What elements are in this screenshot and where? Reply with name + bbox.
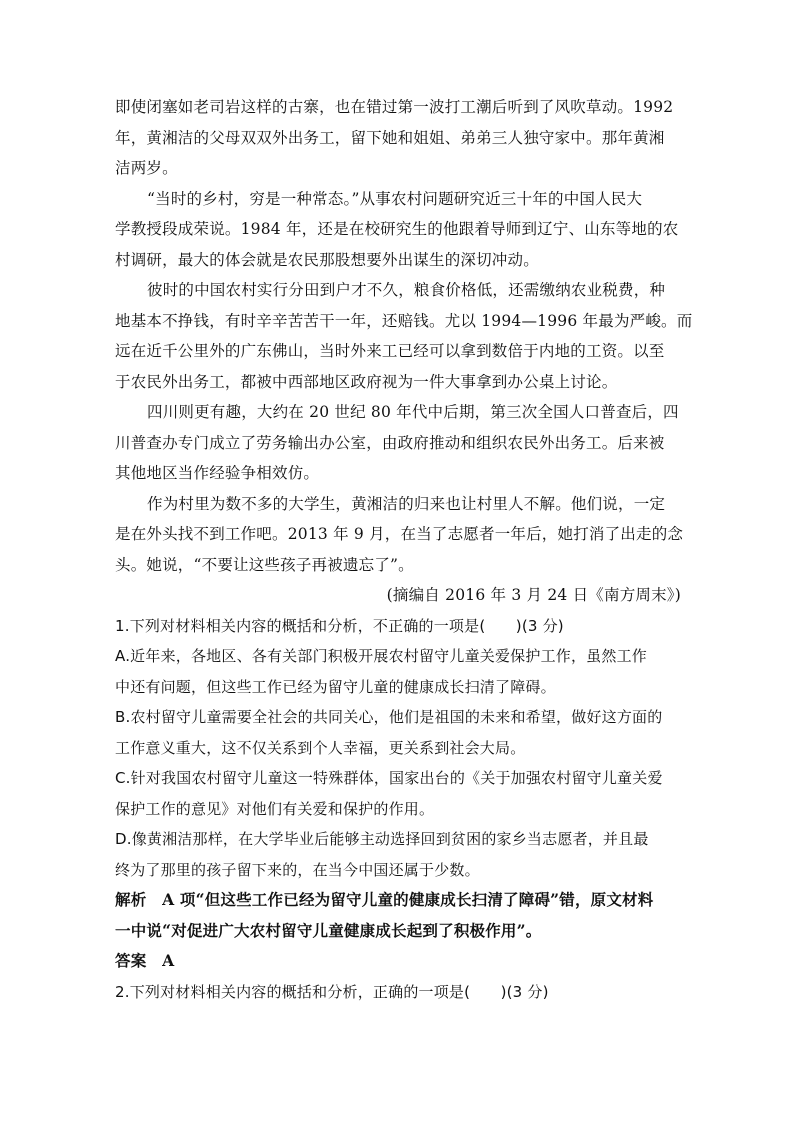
option-line: 保护工作的意见》对他们有关爱和保护的作用。 (115, 799, 435, 818)
option-d (115, 824, 681, 885)
option-line: C.针对我国农村留守儿童这一特殊群体，国家出台的《关于加强农村留守儿童关爱 (115, 769, 663, 787)
text-line: 其他地区当作经验争相效仿。 (115, 464, 320, 482)
question-stem: 2.下列对材料相关内容的概括和分析，正确的一项是( )(3 分) (115, 982, 549, 1001)
text-line: 川普查办专门成立了劳务输出办公室，由政府推动和组织农民外出务工。后来被 (115, 433, 665, 452)
source-citation: (摘编自 2016 年 3 月 24 日《南方周末》) (386, 586, 681, 604)
option-a (115, 641, 681, 702)
analysis-line: 一中说“对促进广大农村留守儿童健康成长起到了积极作用”。 (115, 920, 542, 940)
text-line: 彼时的中国农村实行分田到户才不久，粮食价格低，还需缴纳农业税费，种 (147, 281, 666, 299)
text-line: 头。她说，“不要让这些孩子再被遗忘了”。 (115, 555, 414, 574)
option-line: 工作意义重大，这不仅关系到个人幸福，更关系到社会大局。 (115, 738, 526, 757)
text-line: 学教授段成荣说。1984 年，还是在校研究生的他跟着导师到辽宁、山东等地的农 (115, 220, 679, 238)
question-2 (115, 977, 681, 1008)
text-line: 地基本不挣钱，有时辛辛苦苦干一年，还赔钱。尤以 1994—1996 年最为严峻。而 (115, 311, 693, 330)
paragraph-1 (115, 92, 681, 184)
analysis (115, 885, 681, 946)
option-line: A.近年来，各地区、各有关部门积极开展农村留守儿童关爱保护工作，虽然工作 (115, 647, 647, 665)
text-line: 即使闭塞如老司岩这样的古寨，也在错过第一波打工潮后听到了风吹草动。1992 (115, 98, 674, 116)
option-line: 终为了那里的孩子留下来的，在当今中国还属于少数。 (115, 860, 480, 879)
paragraph-3 (115, 275, 693, 397)
option-line: B.农村留守儿童需要全社会的共同关心，他们是祖国的未来和希望，做好这方面的 (115, 708, 663, 726)
text-line: 于农民外出务工，都被中西部地区政府视为一件大事拿到办公桌上讨论。 (115, 372, 618, 391)
text-line: 四川则更有趣，大约在 20 世纪 80 年代中后期，第三次全国人口普查后，四 (147, 403, 679, 421)
option-b (115, 702, 681, 763)
paragraph-2 (115, 184, 681, 276)
paragraph-4 (115, 397, 681, 489)
text-line: 洁两岁。 (115, 159, 178, 177)
answer: 答案 A (115, 951, 175, 970)
option-line: 中还有问题，但这些工作已经为留守儿童的健康成长扫清了障碍。 (115, 677, 556, 696)
text-line: 作为村里为数不多的大学生，黄湘洁的归来也让村里人不解。他们说，一定 (147, 494, 666, 513)
text-line: 远在近千公里外的广东佛山，当时外来工已经可以拿到数倍于内地的工资。以至 (115, 342, 665, 360)
text-line: 是在外头找不到工作吧。2013 年 9 月，在当了志愿者一年后，她打消了出走的念 (115, 525, 684, 543)
question-1 (115, 611, 681, 977)
paragraph-5 (115, 489, 684, 581)
question-stem: 1.下列对材料相关内容的概括和分析，不正确的一项是( )(3 分) (115, 616, 564, 635)
option-line: D.像黄湘洁那样，在大学毕业后能够主动选择回到贫困的家乡当志愿者，并且最 (115, 830, 649, 848)
text-line: 村调研，最大的体会就是农民那股想要外出谋生的深切冲动。 (115, 250, 539, 269)
text-line: 年，黄湘洁的父母双双外出务工，留下她和姐姐、弟弟三人独守家中。那年黄湘 (115, 128, 665, 147)
document-page (115, 92, 693, 1007)
text-line: “当时的乡村，穷是一种常态。”从事农村问题研究近三十年的中国人民大 (147, 189, 643, 208)
analysis-line: 解析 A 项“但这些工作已经为留守儿童的健康成长扫清了障碍”错，原文材料 (115, 890, 654, 909)
option-c (115, 763, 681, 824)
